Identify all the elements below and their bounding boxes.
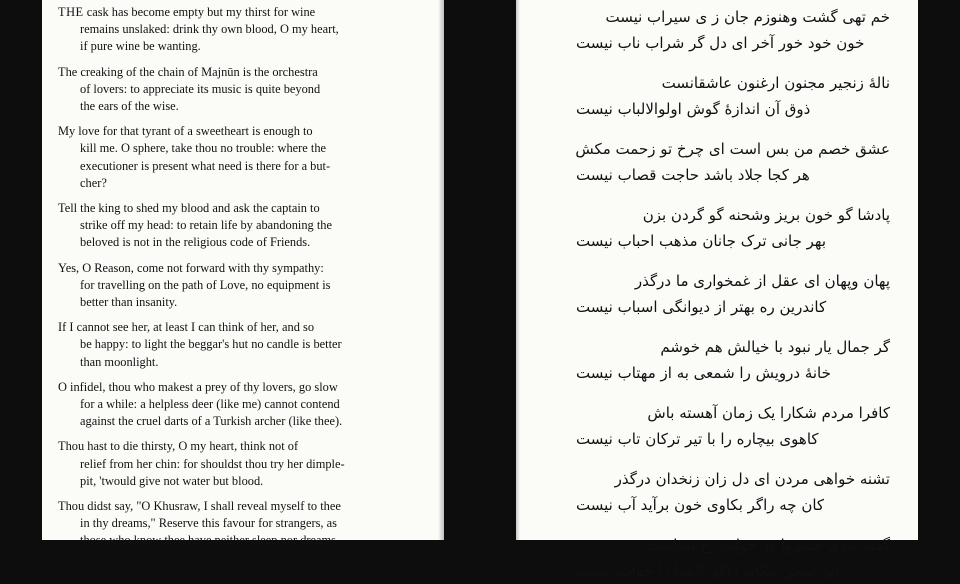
english-line: the ears of the wise. [80, 99, 179, 114]
opening-word: THE [58, 5, 84, 19]
english-stanza [58, 200, 426, 252]
persian-hemistich: هر کجا جلاد باشد حاجت قصاب نیست [576, 166, 810, 184]
english-line: My love for that tyrant of a sweetheart is enough to [58, 124, 313, 139]
english-line: better than insanity. [80, 295, 178, 310]
persian-hemistich: بهر جانی ترک جانان مذهب احباب نیست [576, 232, 826, 250]
english-stanza [58, 4, 426, 56]
persian-couplet [536, 466, 894, 518]
english-line: remains unslaked: drink thy own blood, O my heart, [80, 22, 339, 37]
english-line: in thy dreams," Reserve this favour for strangers, as [80, 516, 337, 531]
persian-hemistich: کافرا مردم شکارا یک زمان آهسته باش [647, 404, 890, 422]
english-line: relief from her chin: for shouldst thou try her dimple- [80, 456, 345, 471]
persian-hemistich: خون خود خور آخر ای دل گر شراب ناب نیست [576, 34, 865, 52]
english-line: for travelling on the path of Love, no equipment is [80, 277, 331, 292]
persian-hemistich: ذوق آن اندازهٔ گوش اولوالالباب نیست [576, 100, 811, 118]
english-stanza [58, 438, 426, 490]
english-line: of lovers: to appreciate its music is quite beyond [80, 81, 321, 96]
gutter-shadow [438, 0, 444, 540]
persian-couplet [536, 400, 894, 452]
english-line: If I cannot see her, at least I can think of her, and so [58, 320, 315, 335]
persian-couplet [536, 532, 894, 584]
english-page [42, 0, 444, 548]
english-line: against the cruel darts of a Turkish archer (like thee). [80, 414, 343, 429]
english-line: if pure wine be wanting. [80, 39, 201, 54]
english-line: than moonlight. [80, 354, 159, 369]
english-line: O infidel, thou who makest a prey of thy lovers, go slow [58, 379, 338, 394]
english-stanza [58, 379, 426, 431]
english-line: The creaking of the chain of Majnūn is the orchestra [58, 64, 318, 79]
persian-couplet [536, 136, 894, 188]
persian-hemistich: خم تهی گشت وهنوزم جان ز ی سیراب نیست [605, 8, 890, 26]
gutter-shadow [516, 0, 520, 540]
english-stanza [58, 64, 426, 116]
english-line: Tell the king to shed my blood and ask the captain to [58, 201, 320, 216]
persian-hemistich: تشنه خواهی مردن ای دل زان زنخدان درگذر [614, 470, 890, 488]
persian-couplet [536, 268, 894, 320]
english-line: Thou didst say, "O Khusraw, I shall reveal myself to thee [58, 499, 341, 514]
english-stanza [58, 498, 426, 550]
english-line: cher? [80, 175, 107, 190]
persian-text [536, 4, 894, 584]
english-line: strike off my head: to retain life by abandoning the [80, 218, 332, 233]
persian-couplet [536, 70, 894, 122]
english-stanza [58, 260, 426, 312]
persian-couplet [536, 334, 894, 386]
persian-hemistich: خانهٔ درویش را شمعی به از مهتاب نیست [576, 364, 831, 382]
english-line: executioner is present what need is there for a but- [80, 158, 331, 173]
english-line: those who know thee have neither sleep nor dreams. [80, 533, 340, 548]
persian-hemistich: گر جمال یار نبود با خیالش هم خوشم [660, 338, 890, 356]
persian-hemistich: نالهٔ زنجیر مجنون ارغنون عاشقانست [661, 74, 890, 92]
english-line: THE cask has become empty but my thirst for wine [58, 5, 316, 19]
persian-hemistich: کان چه راگر بکاوی خون برآید آب نیست [576, 496, 825, 514]
persian-couplet [536, 4, 894, 56]
persian-hemistich: گفته بودی خسروا در خواب رخ بنمایمت [645, 536, 890, 554]
english-stanza [58, 123, 426, 192]
english-line: for a while: a helpless deer (like me) cannot contend [80, 397, 340, 412]
persian-page [516, 0, 918, 580]
english-line: Thou hast to die thirsty, O my heart, think not of [58, 439, 299, 454]
english-line: Yes, O Reason, come not forward with thy sympathy: [58, 260, 324, 275]
english-line: beloved is not in the religious code of Friends. [80, 235, 311, 250]
english-line: pit, 'twould give not water but blood. [80, 473, 264, 488]
persian-hemistich: عشق خصم من بس است ای چرخ تو زحمت مکش [575, 140, 890, 158]
english-line: be happy: to light the beggar's hut no candle is better [80, 337, 342, 352]
persian-couplet [536, 202, 894, 254]
english-stanza [58, 319, 426, 371]
persian-hemistich: این سخن بیگانه راگو کآشنا را خواب نیست [576, 562, 840, 580]
english-text [58, 4, 426, 550]
persian-hemistich: کاندرین ره بهتر از دیوانگی اسباب نیست [576, 298, 827, 316]
persian-hemistich: پادشا گو خون بریز وشحنه گو گردن بزن [642, 206, 890, 224]
persian-hemistich: پهان وپهان ای عقل از غمخواری ما درگذر [634, 272, 890, 290]
english-line: kill me. O sphere, take thou no trouble: where the [80, 141, 327, 156]
persian-hemistich: کاهوی بیچاره را با تیر ترکان تاب نیست [576, 430, 819, 448]
